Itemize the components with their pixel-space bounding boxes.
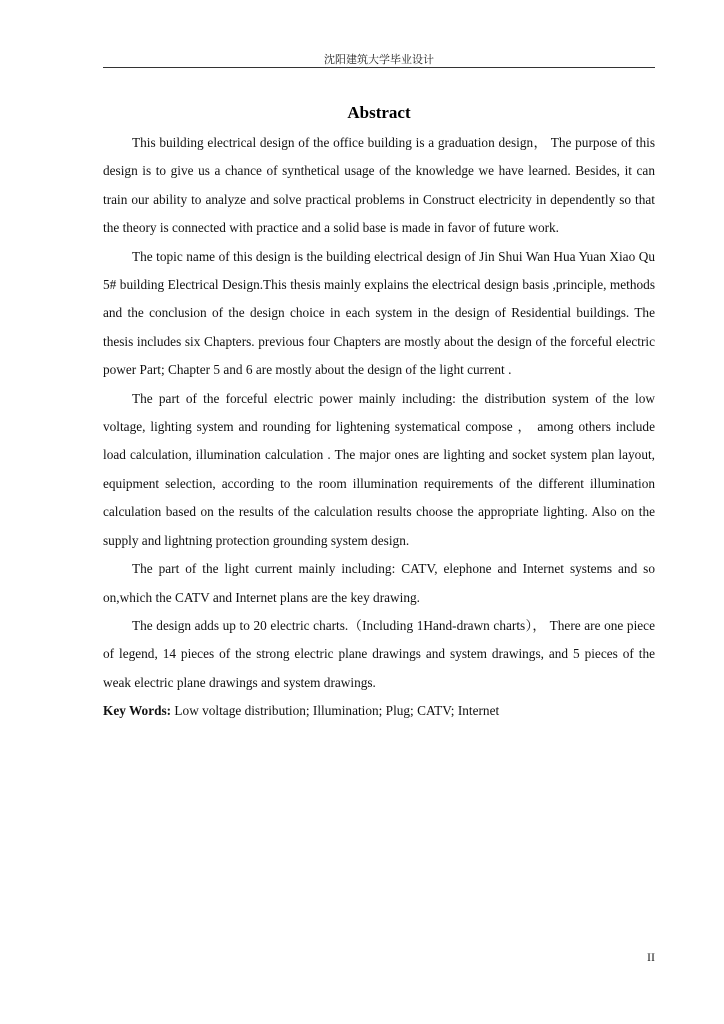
abstract-title: Abstract [347,103,411,122]
abstract-paragraph-1: This building electrical design of the office building is a graduation design， The purpose of this design is to give us a chance of synthetical usage of the knowledge we have learned. Besides, it can train our ability to analyze and solve practical problems in Construct electricity in dependently so that the theory is connected with practice and a solid base is made in favor of future work. [103,135,655,236]
abstract-paragraph-2: The topic name of this design is the building electrical design of Jin Shui Wan Hua Yuan Xiao Qu 5# building Electrical Design.This thesis mainly explains the electrical design basis ,principle, methods and the conclusion of the design choice in each system in the design of Residential buildings. The thesis includes six Chapters. previous four Chapters are mostly about the design of the forceful electric power Part; Chapter 5 and 6 are mostly about the design of the light current . [103,248,655,378]
keywords-label: Key Words: [103,703,172,719]
abstract-paragraph-4: The part of the light current mainly including: CATV, elephone and Internet systems and so on,which the CATV and Internet plans are the key drawing. [103,561,655,605]
keywords-list: Low voltage distribution; Illumination; Plug; CATV; Internet [174,703,500,719]
page-number: II [647,950,655,964]
header-rule [103,67,655,68]
abstract-body [103,129,655,726]
abstract-paragraph-3: The part of the forceful electric power mainly including: the distribution system of the low voltage, lighting system and rounding for lightening systematical compose ， among others include load calculation, illumination calculation . The major ones are lighting and socket system plan layout, equipment selection, according to the room illumination requirements of the different illumination calculation based on the results of the calculation results choose the appropriate lighting. Also on the supply and lightning protection grounding system design. [103,390,655,548]
running-header: 沈阳建筑大学毕业设计 [324,53,434,66]
keywords-line [103,697,655,725]
abstract-paragraph-5: The design adds up to 20 electric charts.（Including 1Hand-drawn charts）， There are one piece of legend, 14 pieces of the strong electric plane drawings and system drawings, and 5 pieces of the weak electric plane drawings and system drawings. [103,617,655,690]
